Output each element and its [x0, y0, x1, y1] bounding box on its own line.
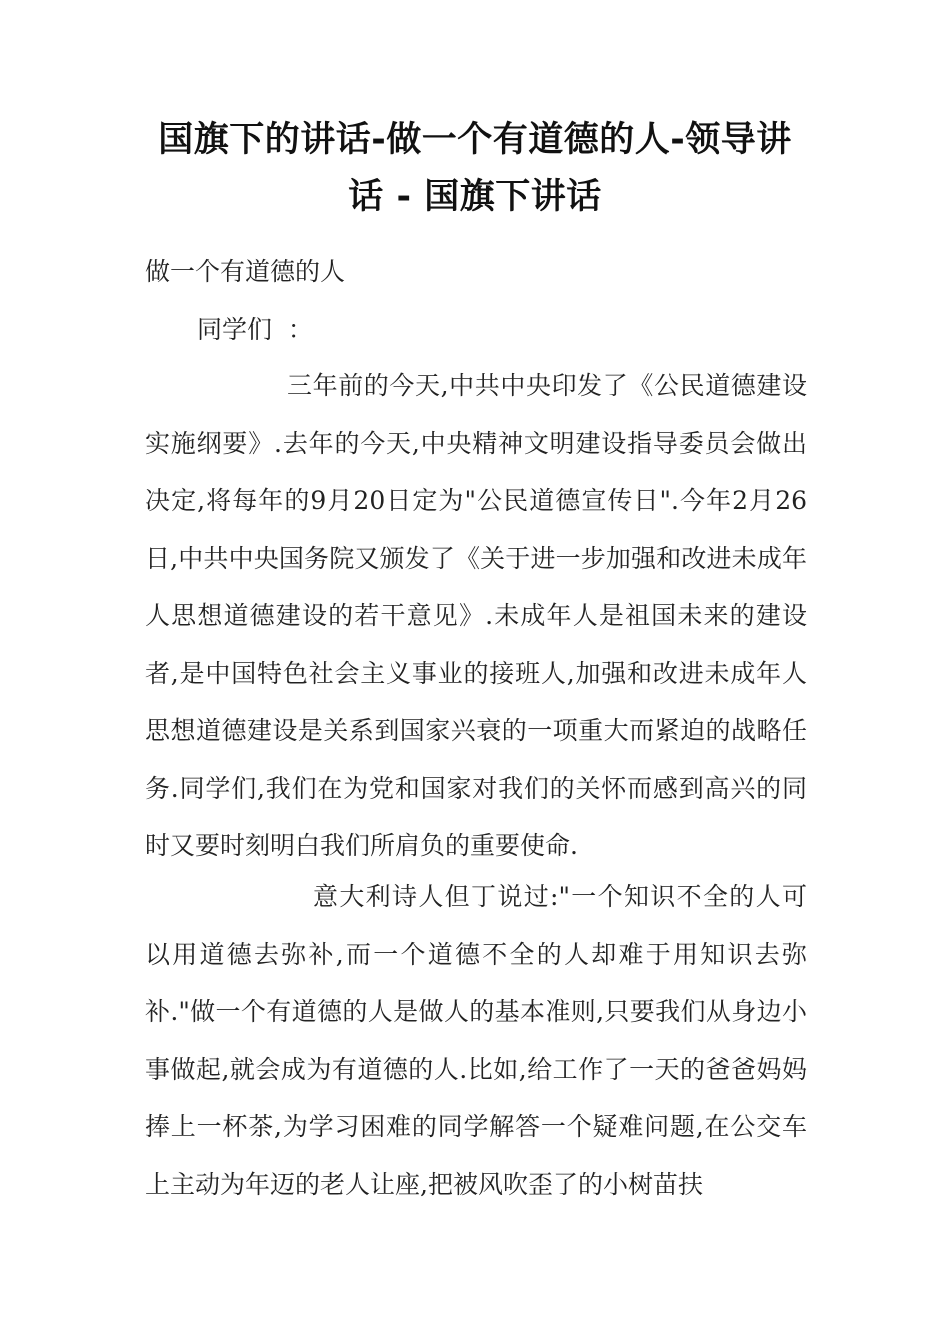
salutation: 同学们 ： — [197, 315, 313, 344]
speech-subtitle: 做一个有道德的人 — [145, 257, 346, 286]
body-paragraph: 三年前的今天,中共中央印发了《公民道德建设实施纲要》.去年的今天,中央精神文明建设指导委员会做出决定,将每年的9月20日定为"公民道德宣传日".今年2月26日,中共中央国务院又颁发了《关于进一步加强和改进未成年人思想道德建设的若干意见》.未成年人是祖国未来的建设者,是中国特色社会主义事业的接班人,加强和改进未成年人思想道德建设是关系到国家兴衰的一项重大而紧迫的战略任务.同学们,我们在为党和国家对我们的关怀而感到高兴的同时又要时刻明白我们所肩负的重要使命. — [145, 371, 807, 860]
document-title: 国旗下的讲话-做一个有道德的人-领导讲话 - 国旗下讲话 — [158, 120, 792, 217]
body-paragraph: 意大利诗人但丁说过:"一个知识不全的人可以用道德去弥补,而一个道德不全的人却难于用知识去弥补."做一个有道德的人是做人的基本准则,只要我们从身边小事做起,就会成为有道德的人.比如,给工作了一天的爸爸妈妈捧上一杯茶,为学习困难的同学解答一个疑难问题,在公交车上主动为年迈的老人让座,把被风吹歪了的小树苗扶 — [145, 882, 807, 1199]
